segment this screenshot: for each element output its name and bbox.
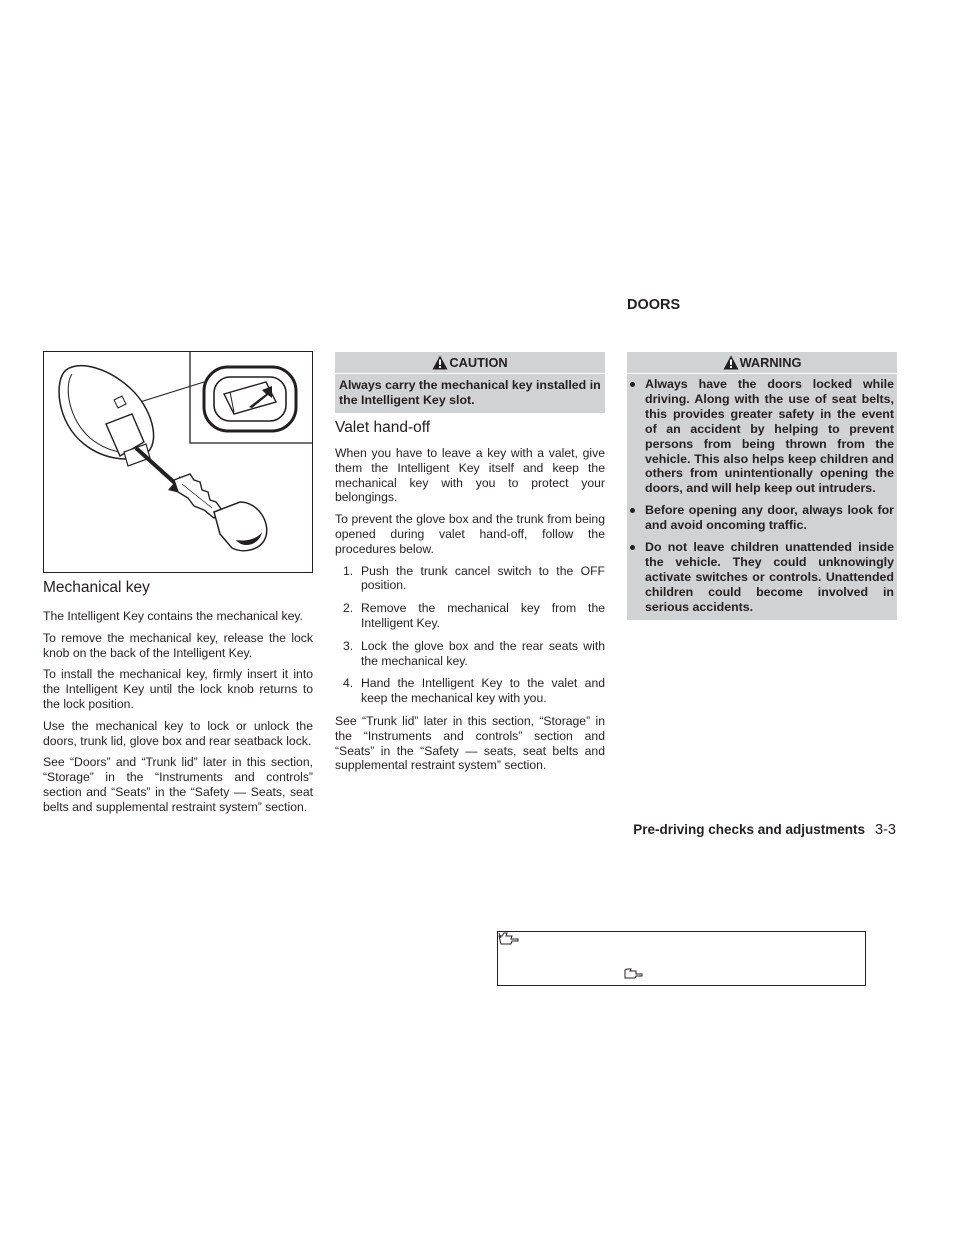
warning-label: WARNING xyxy=(739,355,802,370)
page-footer xyxy=(633,822,896,838)
warning-triangle-icon xyxy=(432,355,448,376)
step-number: 4. xyxy=(343,676,354,691)
warning-header xyxy=(627,352,897,373)
bullet-icon xyxy=(630,545,635,550)
list-item xyxy=(627,540,894,615)
bullet-icon xyxy=(630,382,635,387)
mechanical-key-illustration xyxy=(43,351,313,573)
warning-list xyxy=(627,373,897,620)
list-item xyxy=(335,639,605,669)
warning-triangle-icon xyxy=(723,355,739,376)
pointing-hand-icon xyxy=(624,967,644,985)
caution-text: Always carry the mechanical key installed in the Intelligent Key slot. xyxy=(335,373,605,413)
page-number: 3-3 xyxy=(875,822,896,838)
paragraph: To remove the mechanical key, release the lock knob on the back of the Intelligent Key. xyxy=(43,630,313,660)
paragraph: When you have to leave a key with a valet, give them the Intelligent Key itself and keep the mechanical key with you to protect your belongings. xyxy=(335,446,605,505)
paragraph: To prevent the glove box and the trunk from being opened during valet hand-off, follow the procedures below. xyxy=(335,512,605,556)
note-box xyxy=(497,931,866,986)
pointing-hand-icon xyxy=(498,932,520,951)
step-number: 2. xyxy=(343,601,354,616)
section-title: DOORS xyxy=(627,297,681,313)
list-item xyxy=(335,601,605,631)
bullet-icon xyxy=(630,508,635,513)
paragraph: To install the mechanical key, firmly insert it into the Intelligent Key until the lock knob returns to the lock position. xyxy=(43,667,313,711)
footer-title: Pre-driving checks and adjustments xyxy=(633,822,866,837)
valet-heading: Valet hand-off xyxy=(335,419,431,436)
list-item xyxy=(627,503,894,533)
see-also: See “Trunk lid” later in this section, “Storage” in the “Instruments and controls” section and “Seats” in the “Safety — seats, seat belts and supplemental restraint system” section. xyxy=(335,713,605,773)
step-text: Hand the Intelligent Key to the valet and keep the mechanical key with you. xyxy=(361,676,605,706)
paragraph: The Intelligent Key contains the mechanical key. xyxy=(43,609,303,623)
step-number: 1. xyxy=(343,563,354,578)
step-text: Lock the glove box and the rear seats with the mechanical key. xyxy=(361,638,605,668)
key-drawing xyxy=(44,352,312,572)
list-item xyxy=(627,377,894,496)
step-number: 3. xyxy=(343,638,354,653)
paragraph: Use the mechanical key to lock or unlock the doors, trunk lid, glove box and rear seatback lock. xyxy=(43,718,313,748)
caution-header xyxy=(335,352,605,373)
list-item xyxy=(335,564,605,594)
warning-item-text: Before opening any door, always look for and avoid oncoming traffic. xyxy=(645,503,894,533)
mechanical-key-section xyxy=(43,579,313,815)
paragraph: See “Doors” and “Trunk lid” later in this section, “Storage” in the “Instruments and controls” section and “Seats” in the “Safety — Seats, seat belts and supplemental restraint system” section. xyxy=(43,755,313,814)
caution-label: CAUTION xyxy=(449,355,508,370)
list-item xyxy=(335,676,605,706)
middle-column xyxy=(335,352,605,773)
warning-item-text: Always have the doors locked while driving. Along with the use of seat belts, this provides greater safety in the event of an accident by helping to prevent persons from being thrown from the vehicle. This also helps keep children and others from unintentionally opening the doors, and will help keep out intruders. xyxy=(645,377,894,496)
mechanical-key-heading: Mechanical key xyxy=(43,579,150,596)
step-text: Remove the mechanical key from the Intelligent Key. xyxy=(361,601,605,630)
valet-steps xyxy=(335,564,605,706)
step-text: Push the trunk cancel switch to the OFF position. xyxy=(361,563,605,593)
warning-item-text: Do not leave children unattended inside the vehicle. They could unknowingly activate switches or controls. Unattended children could become involved in serious accidents. xyxy=(645,540,894,614)
warning-box xyxy=(627,352,897,620)
